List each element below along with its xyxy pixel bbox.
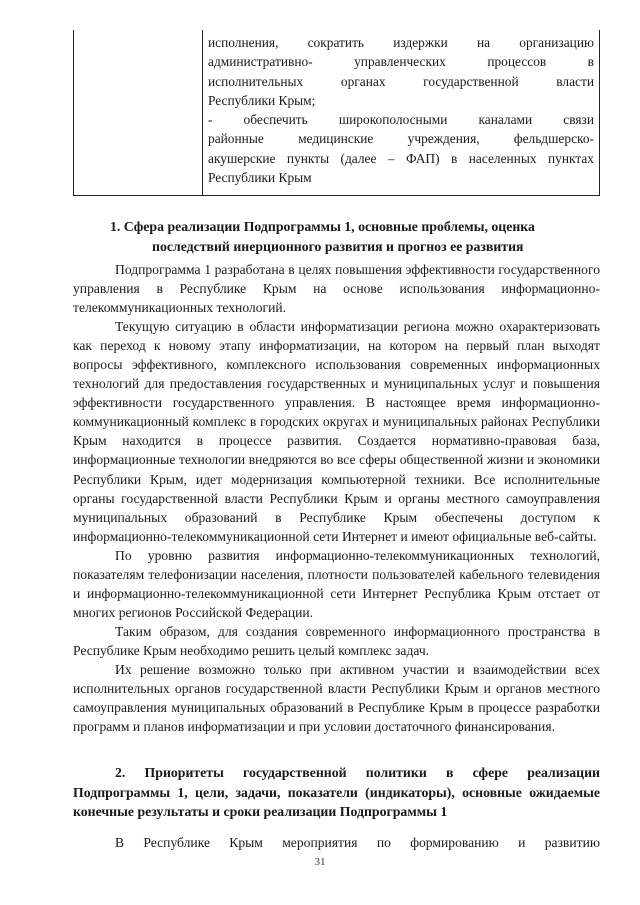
paragraph: Подпрограмма 1 разработана в целях повышения эффективности государственного управления в Республике Крым на основе использования информационно-телекоммуникационных технологий. (73, 262, 600, 316)
table-cell-line: Республики Крым (208, 170, 312, 186)
section1-title-line1: 1. Сфера реализации Подпрограммы 1, основные проблемы, оценка (110, 219, 535, 234)
table-right-cell (208, 33, 594, 187)
table-cell-line: Республики Крым; (208, 92, 316, 108)
paragraph: Текущую ситуацию в области информатизации региона можно охарактеризовать как переход к новому этапу информатизации, на котором на первый план выходят вопросы эффективного, комплексного использования современных информационных технологий для предоставления государственных и муниципальных услуг и повышения эффективности государственного управления. В настоящее время информационно-коммуникационный комплекс в городских округах и муниципальных районах Республики Крым находится в процессе развития. Создается нормативно-правовая база, информационные технологии внедряются во все сферы общественной жизни и экономики Республики Крым, идет модернизация компьютерной техники. Все исполнительные органы государственной власти Республики Крым и органы местного самоуправления муниципальных образований в Республике Крым обеспечены доступом к информационно-телекоммуникационной сети Интернет и имеют официальные веб-сайты. (73, 319, 600, 544)
paragraph: Таким образом, для создания современного информационного пространства в Республике Крым необходимо решить целый комплекс задач. (73, 623, 600, 658)
section2-heading (73, 763, 600, 822)
section2-title: 2. Приоритеты государственной политики в сфере реализации Подпрограммы 1, цели, задачи, показатели (индикаторы), основные ожидаемые конечные результаты и сроки реализации Подпрограммы 1 (73, 765, 600, 819)
table-cell-line: исполнительных органах государственной власти (208, 73, 594, 89)
section1-heading (80, 217, 590, 256)
section2-first-line: В Республике Крым мероприятия по формированию и развитию (115, 835, 600, 850)
table-cell-line: акушерские пункты (далее – ФАП) в населенных пунктах (208, 150, 594, 166)
paragraph: Их решение возможно только при активном участии и взаимодействии всех исполнительных органов государственной власти Республики Крым и органов местного самоуправления муниципальных образований в Республике Крым в процессе разработки программ и планов информатизации и при условии достаточного финансирования. (73, 661, 600, 735)
section1-title-line2: последствий инерционного развития и прогноз ее развития (152, 238, 524, 254)
table-cell-line: - обеспечить широкополосными каналами связи (208, 112, 594, 128)
paragraph: По уровню развития информационно-телекоммуникационных технологий, показателям телефонизации населения, плотности пользователей кабельного телевидения и информационно-телекоммуникационной сети Интернет Республика Крым отстает от многих регионов Российской Федерации. (73, 547, 600, 620)
table-cell-line: исполнения, сократить издержки на организацию (208, 35, 594, 50)
table-cell-line: районные медицинские учреждения, фельдшерско- (208, 131, 594, 147)
page-number: 31 (314, 856, 326, 868)
section1-body (73, 260, 600, 736)
table-left-column (74, 30, 203, 195)
table-cell-line: административно- управленческих процессов в (208, 54, 594, 70)
table-fragment (73, 30, 600, 196)
